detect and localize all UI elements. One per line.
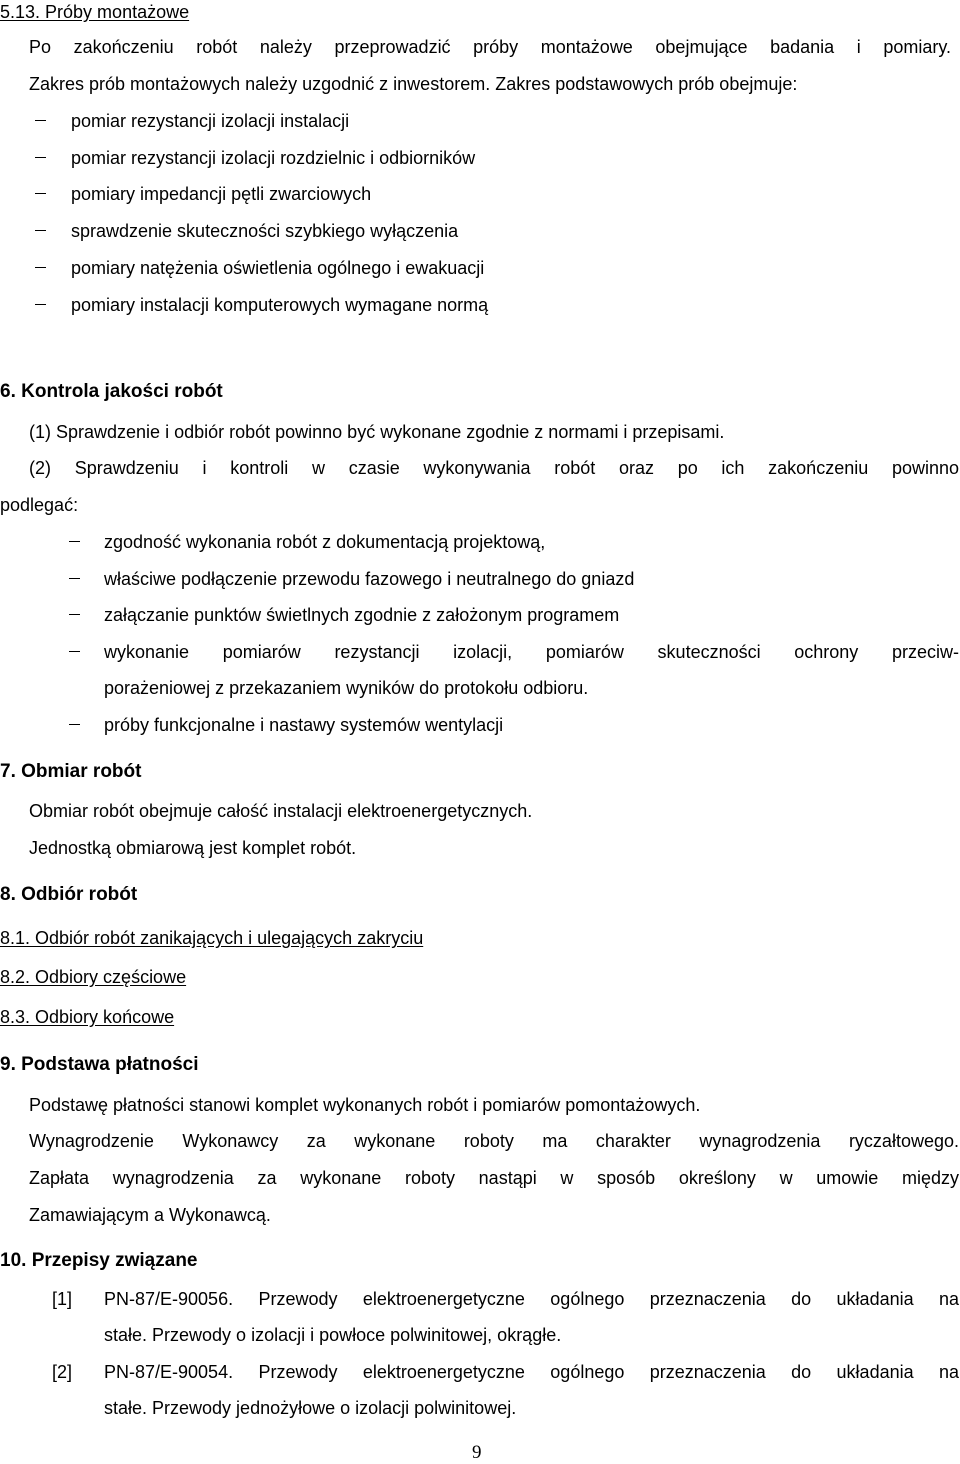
list-item: wykonanie pomiarów rezystancji izolacji, pomiarów skuteczności ochrony przeciw- [104,642,959,662]
section-6-paragraph-2-cont: podlegać: [0,495,79,515]
section-8-1-heading: 8.1. Odbiór robót zanikających i ulegających zakryciu [0,928,424,948]
section-5-13-heading: 5.13. Próby montażowe [0,2,190,22]
list-item: pomiar rezystancji izolacji instalacji [71,111,350,131]
section-9-heading: 9. Podstawa płatności [0,1054,199,1075]
section-6-paragraph-2: (2) Sprawdzeniu i kontroli w czasie wykonywania robót oraz po ich zakończeniu powinno [29,458,959,478]
section-9-paragraph-1: Podstawę płatności stanowi komplet wykonanych robót i pomiarów pomontażowych. [29,1095,701,1115]
list-item: pomiar rezystancji izolacji rozdzielnic i odbiorników [71,148,476,168]
list-item: próby funkcjonalne i nastawy systemów wentylacji [104,715,504,735]
dash-bullet-icon [35,157,46,158]
reference-text: PN-87/E-90056. Przewody elektroenergetyczne ogólnego przeznaczenia do układania na [104,1289,959,1309]
section-8-3-heading: 8.3. Odbiory końcowe [0,1007,175,1027]
list-item: pomiary instalacji komputerowych wymagane normą [71,295,489,315]
section-8-2-heading: 8.2. Odbiory częściowe [0,967,187,987]
section-7-paragraph-1: Obmiar robót obejmuje całość instalacji elektroenergetycznych. [29,801,533,821]
section-5-13-paragraph-2: Zakres prób montażowych należy uzgodnić z inwestorem. Zakres podstawowych prób obejmuje: [29,74,798,94]
dash-bullet-icon [35,120,46,121]
section-9-paragraph-3-cont: Zamawiającym a Wykonawcą. [29,1205,271,1225]
reference-number: [2] [52,1362,73,1382]
section-7-heading: 7. Obmiar robót [0,761,142,782]
section-8-heading: 8. Odbiór robót [0,884,138,905]
section-9-paragraph-3: Zapłata wynagrodzenia za wykonane roboty nastąpi w sposób określony w umowie między [29,1168,959,1188]
list-item: sprawdzenie skuteczności szybkiego wyłączenia [71,221,459,241]
reference-text-cont: stałe. Przewody o izolacji i powłoce polwinitowej, okrągłe. [104,1325,562,1345]
reference-text: PN-87/E-90054. Przewody elektroenergetyczne ogólnego przeznaczenia do układania na [104,1362,959,1382]
section-6-heading: 6. Kontrola jakości robót [0,381,223,402]
list-item: pomiary impedancji pętli zwarciowych [71,184,372,204]
list-item-continuation: porażeniowej z przekazaniem wyników do protokołu odbioru. [104,678,589,698]
list-item: załączanie punktów świetlnych zgodnie z założonym programem [104,605,620,625]
section-7-paragraph-2: Jednostką obmiarową jest komplet robót. [29,838,357,858]
list-item: pomiary natężenia oświetlenia ogólnego i ewakuacji [71,258,485,278]
section-5-13-paragraph-1: Po zakończeniu robót należy przeprowadzić próby montażowe obejmujące badania i pomiary. [29,37,951,57]
dash-bullet-icon [69,578,80,579]
section-9-paragraph-2: Wynagrodzenie Wykonawcy za wykonane roboty ma charakter wynagrodzenia ryczałtowego. [29,1131,959,1151]
list-item: zgodność wykonania robót z dokumentacją projektową, [104,532,546,552]
reference-text-cont: stałe. Przewody jednożyłowe o izolacji polwinitowej. [104,1398,517,1418]
section-10-heading: 10. Przepisy związane [0,1250,198,1271]
page-number: 9 [472,1442,482,1463]
section-6-paragraph-1: (1) Sprawdzenie i odbiór robót powinno być wykonane zgodnie z normami i przepisami. [29,422,725,442]
reference-number: [1] [52,1289,73,1309]
dash-bullet-icon [69,541,80,542]
dash-bullet-icon [69,651,80,652]
dash-bullet-icon [35,267,46,268]
dash-bullet-icon [35,193,46,194]
list-item: właściwe podłączenie przewodu fazowego i neutralnego do gniazd [104,569,635,589]
dash-bullet-icon [35,230,46,231]
dash-bullet-icon [69,614,80,615]
dash-bullet-icon [35,304,46,305]
dash-bullet-icon [69,724,80,725]
